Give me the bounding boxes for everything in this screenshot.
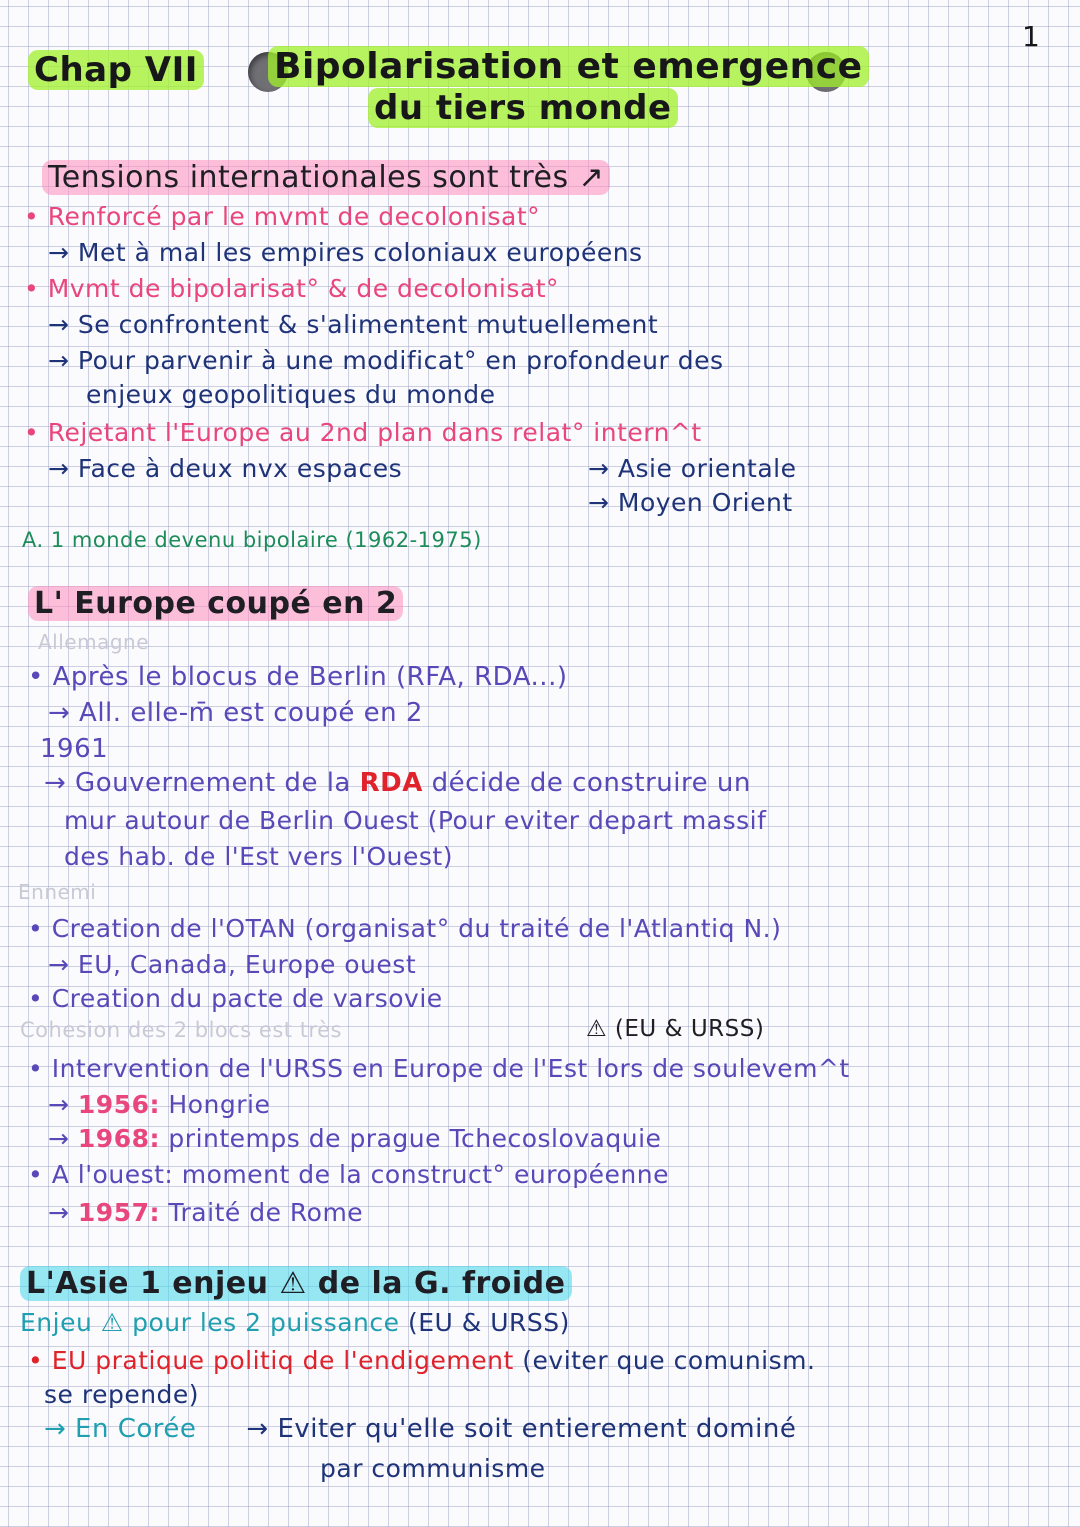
europe-heading-text: L' Europe coupé en 2 bbox=[28, 586, 403, 621]
europe-line-1: • Après le blocus de Berlin (RFA, RDA...) bbox=[28, 662, 568, 692]
intro-line-10: → Moyen Orient bbox=[588, 488, 793, 517]
asia-line-2-post: (eviter que comunism. bbox=[513, 1346, 816, 1375]
intro-line-8: → Face à deux nvx espaces bbox=[48, 454, 403, 483]
line-11-arrow: → bbox=[48, 1090, 78, 1119]
asia-line-5: par communisme bbox=[320, 1454, 546, 1483]
chapter-text: Chap VII bbox=[28, 50, 204, 90]
asia-line-4-pre: → En Corée bbox=[44, 1414, 197, 1444]
year-1968: 1968: bbox=[77, 1124, 160, 1153]
faded-label-germany: Allemagne bbox=[38, 630, 150, 654]
europe-line-2: → All. elle-m̄ est coupé en 2 bbox=[48, 698, 423, 728]
asia-line-4-post: → Eviter qu'elle soit entierement dominé bbox=[246, 1414, 797, 1444]
faded-cohesion-note: Cohesion des 2 blocs est très bbox=[20, 1018, 342, 1042]
title-line-2-text: du tiers monde bbox=[368, 88, 678, 128]
europe-line-12 bbox=[48, 1124, 661, 1153]
line-11-text: Hongrie bbox=[159, 1090, 271, 1119]
asia-line-4 bbox=[44, 1414, 796, 1444]
year-1957: 1957: bbox=[77, 1198, 160, 1227]
title-line-1 bbox=[268, 46, 869, 87]
europe-line-3: 1961 bbox=[40, 734, 109, 764]
europe-line-5: mur autour de Berlin Ouest (Pour eviter depart massif bbox=[64, 806, 767, 835]
asia-line-1-pre: Enjeu ⚠ pour les 2 puissance bbox=[20, 1308, 408, 1337]
asia-line-1-post: (EU & URSS) bbox=[407, 1308, 570, 1337]
faded-label-enemy: Ennemi bbox=[18, 880, 97, 904]
europe-line-9: • Creation du pacte de varsovie bbox=[28, 984, 443, 1013]
asia-line-1 bbox=[20, 1308, 570, 1337]
section-a-heading: A. 1 monde devenu bipolaire (1962-1975) bbox=[22, 528, 482, 552]
europe-line-13: • A l'ouest: moment de la construct° européenne bbox=[28, 1160, 669, 1189]
year-1956: 1956: bbox=[77, 1090, 160, 1119]
line-12-arrow: → bbox=[48, 1124, 78, 1153]
line-14-text: Traité de Rome bbox=[159, 1198, 364, 1227]
europe-line-4-post: décide de construire un bbox=[422, 768, 751, 798]
asia-heading bbox=[20, 1266, 572, 1301]
intro-line-6: enjeux geopolitiques du monde bbox=[86, 380, 496, 409]
asia-line-3: se repende) bbox=[44, 1380, 200, 1409]
line-12-text: printemps de prague Tchecoslovaquie bbox=[159, 1124, 662, 1153]
intro-line-2: → Met à mal les empires coloniaux européens bbox=[48, 238, 643, 267]
europe-line-4-pre: → Gouvernement de la bbox=[44, 768, 360, 798]
asia-line-2-pre: • EU pratique politiq de l'endigement bbox=[28, 1346, 514, 1375]
europe-line-7: • Creation de l'OTAN (organisat° du traité de l'Atlantiq N.) bbox=[28, 914, 782, 943]
intro-heading-text: Tensions internationales sont très ↗ bbox=[42, 160, 610, 195]
europe-line-6: des hab. de l'Est vers l'Ouest) bbox=[64, 842, 453, 871]
intro-line-9: → Asie orientale bbox=[588, 454, 797, 483]
asia-line-2 bbox=[28, 1346, 815, 1375]
line-14-arrow: → bbox=[48, 1198, 78, 1227]
intro-line-7: • Rejetant l'Europe au 2nd plan dans relat° intern^t bbox=[24, 418, 702, 447]
warning-note: ⚠ (EU & URSS) bbox=[586, 1016, 765, 1042]
intro-line-4: → Se confrontent & s'alimentent mutuellement bbox=[48, 310, 659, 339]
asia-heading-text: L'Asie 1 enjeu ⚠ de la G. froide bbox=[20, 1266, 572, 1301]
title-line-2 bbox=[368, 88, 678, 128]
intro-line-3: • Mvmt de bipolarisat° & de decolonisat° bbox=[24, 274, 560, 303]
europe-line-14 bbox=[48, 1198, 363, 1227]
rda-keyword: RDA bbox=[359, 768, 423, 798]
europe-line-4 bbox=[44, 768, 751, 798]
intro-heading bbox=[42, 160, 610, 195]
chapter-label bbox=[28, 50, 204, 90]
europe-line-11 bbox=[48, 1090, 270, 1119]
europe-heading bbox=[28, 586, 403, 621]
europe-line-8: → EU, Canada, Europe ouest bbox=[48, 950, 417, 979]
page-number: 1 bbox=[1022, 20, 1040, 53]
europe-line-10: • Intervention de l'URSS en Europe de l'Est lors de soulevem^t bbox=[28, 1054, 850, 1083]
intro-line-1: • Renforcé par le mvmt de decolonisat° bbox=[24, 202, 541, 231]
intro-line-5: → Pour parvenir à une modificat° en profondeur des bbox=[48, 346, 724, 375]
title-line-1-text: Bipolarisation et emergence bbox=[268, 46, 869, 87]
